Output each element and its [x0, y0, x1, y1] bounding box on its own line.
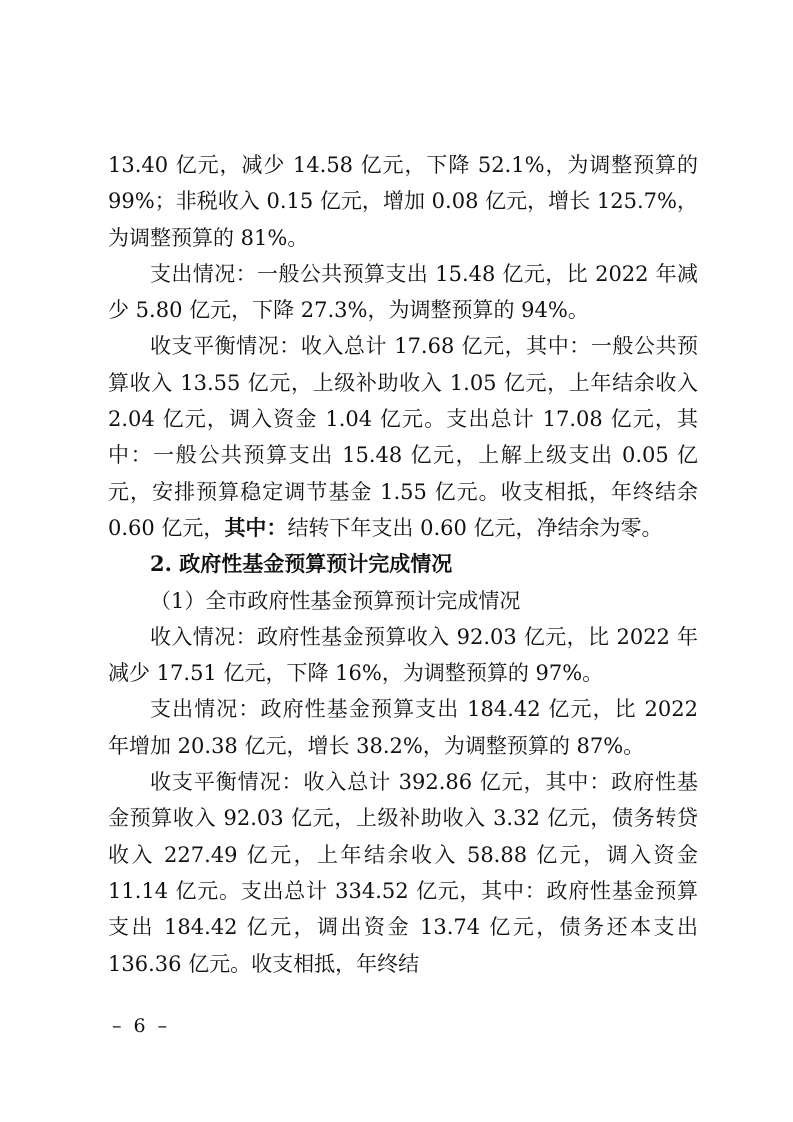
document-body: [108, 147, 698, 982]
paragraph-fund-revenue: 收入情况：政府性基金预算收入 92.03 亿元，比 2022 年减少 17.51 亿元，下降 16%，为调整预算的 97%。: [108, 624, 698, 686]
subsection-heading: （1）全市政府性基金预算预计完成情况: [150, 588, 521, 613]
page-number: – 6 –: [112, 1015, 171, 1037]
balance-text-before: 收支平衡情况：收入总计 17.68 亿元，其中：一般公共预算收入 13.55 亿元，上级补助收入 1.05 亿元，上年结余收入 2.04 亿元，调入资金 1.04 亿元。支出总计 17.08 亿元，其中：一般公共预算支出 15.48 亿元，上解上级支出 0.05 亿元，安排预算稳定调节基金 1.55 亿元。收支相抵，年终结余 0.60 亿元，: [108, 334, 698, 540]
section-heading: 2. 政府性基金预算预计完成情况: [150, 551, 453, 577]
paragraph-balance: [108, 328, 698, 546]
paragraph-fund-balance: 收支平衡情况：收入总计 392.86 亿元，其中：政府性基金预算收入 92.03 亿元，上级补助收入 3.32 亿元，债务转贷收入 227.49 亿元，上年结余收入 58.88 亿元，调入资金 11.14 亿元。支出总计 334.52 亿元，其中：政府性基金预算支出 184.42 亿元，调出资金 13.74 亿元，债务还本支出 136.36 亿元。收支相抵，年终结: [108, 770, 698, 976]
paragraph-revenue-continued: 13.40 亿元，减少 14.58 亿元，下降 52.1%，为调整预算的 99%；非税收入 0.15 亿元，增加 0.08 亿元，增长 125.7%，为调整预算的 81%。: [108, 153, 698, 250]
balance-text-after: 结转下年支出 0.60 亿元，净结余为零。: [287, 515, 663, 540]
paragraph-fund-expenditure: 支出情况：政府性基金预算支出 184.42 亿元，比 2022 年增加 20.38 亿元，增长 38.2%，为调整预算的 87%。: [108, 697, 698, 758]
balance-text-bold: 其中：: [224, 514, 288, 540]
paragraph-expenditure: 支出情况：一般公共预算支出 15.48 亿元，比 2022 年减少 5.80 亿元，下降 27.3%，为调整预算的 94%。: [108, 261, 698, 323]
